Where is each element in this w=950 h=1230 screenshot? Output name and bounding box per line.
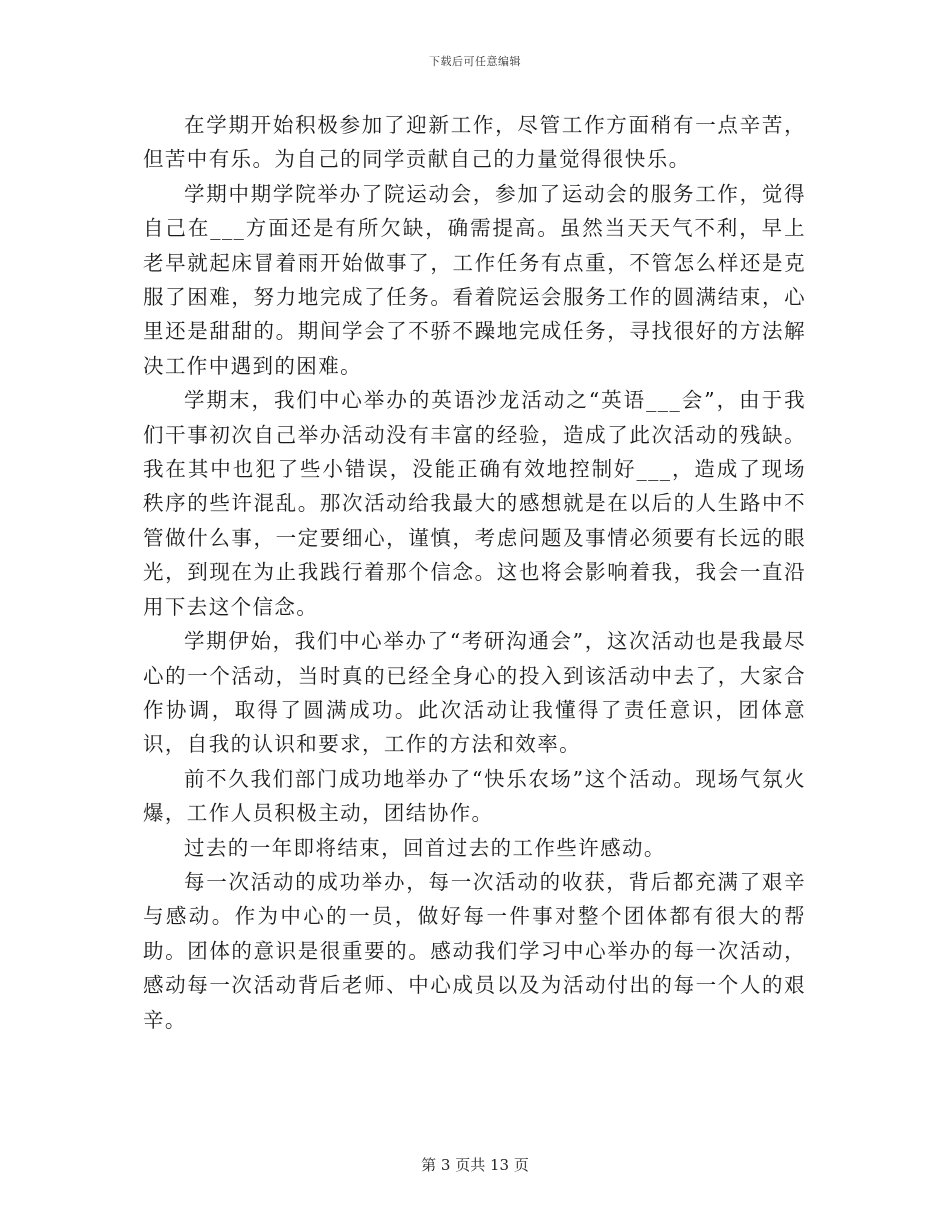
paragraph-year-review: 过去的一年即将结束，回首过去的工作些许感动。 — [184, 835, 666, 860]
paragraph-closing: 每一次活动的成功举办，每一次活动的收获，背后都充满了艰辛与感动。作为中心的一员，做好每一件事对整个团体都有很大的帮助。团体的意识是很重要的。感动我们学习中心举办的每一次活动，感动每一次活动背后老师、中心成员以及为活动付出的每一个人的艰辛。 — [143, 869, 806, 1032]
paragraph-welcome-work: 在学期开始积极参加了迎新工作，尽管工作方面稍有一点辛苦，但苦中有乐。为自己的同学贡献自己的力量觉得很快乐。 — [143, 113, 806, 172]
paragraph-postgrad-meeting: 学期伊始，我们中心举办了“考研沟通会”，这次活动也是我最尽心的一个活动，当时真的已经全身心的投入到该活动中去了，大家合作协调，取得了圆满成功。此次活动让我懂得了责任意识，团体意识，自我的认识和要求，工作的方法和效率。 — [143, 629, 806, 757]
paragraph-happy-farm: 前不久我们部门成功地举办了“快乐农场”这个活动。现场气氛火爆，工作人员积极主动，团结协作。 — [143, 766, 806, 826]
paragraph-english-salon: 学期末，我们中心举办的英语沙龙活动之“英语___会”，由于我们干事初次自己举办活动没有丰富的经验，造成了此次活动的残缺。我在其中也犯了些小错误，没能正确有效地控制好___，造成了现场秩序的些许混乱。那次活动给我最大的感想就是在以后的人生路中不管做什么事，一定要细心，谨慎，考虑问题及事情必须要有长远的眼光，到现在为止我践行着那个信念。这也将会影响着我，我会一直沿用下去这个信念。 — [143, 388, 806, 619]
document-body — [143, 108, 806, 1037]
page-number: 第 3 页共 13 页 — [421, 1156, 529, 1174]
paragraph-sports-meet: 学期中期学院举办了院运动会，参加了运动会的服务工作，觉得自己在___方面还是有所欠缺，确需提高。虽然当天天气不利，早上老早就起床冒着雨开始做事了，工作任务有点重，不管怎么样还是克服了困难，努力地完成了任务。看着院运会服务工作的圆满结束，心里还是甜甜的。期间学会了不骄不躁地完成任务，寻找很好的方法解决工作中遇到的困难。 — [143, 181, 806, 378]
page-header: 下载后可任意编辑 — [429, 55, 521, 68]
